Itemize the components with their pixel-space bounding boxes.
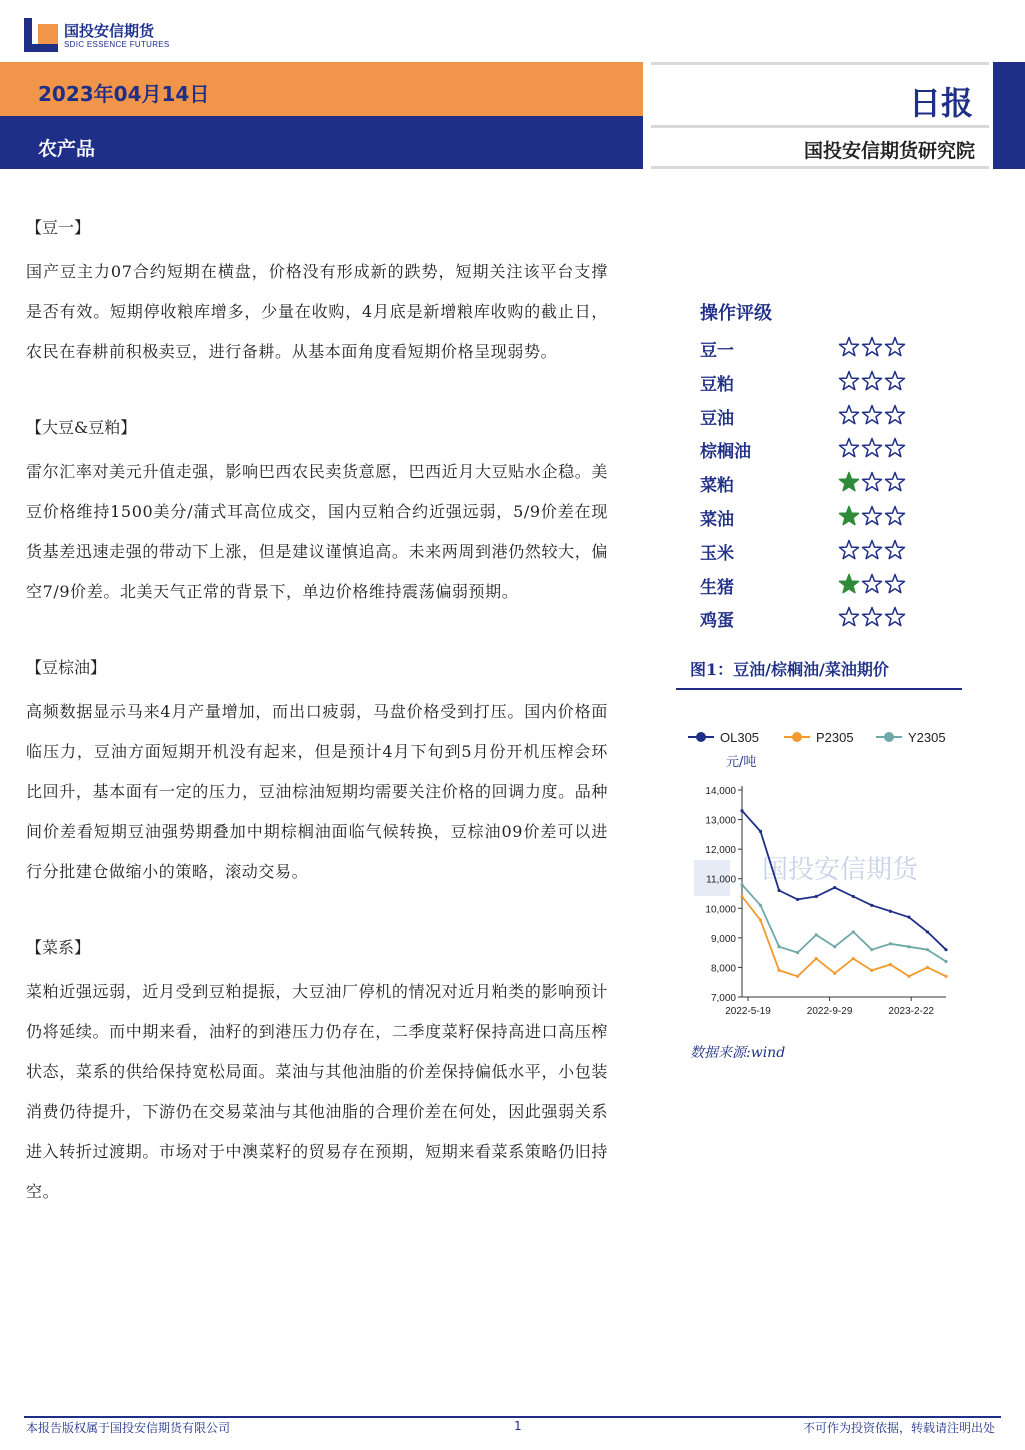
series-point [759,919,762,922]
y-tick-label: 7,000 [710,993,736,1004]
star-outline-icon [861,539,883,561]
star-outline-icon [861,573,883,595]
section-title: 【豆一】 [26,218,91,237]
rating-stars [838,336,907,358]
legend-swatch-marker [696,732,706,742]
header-edge-bar [993,62,1025,169]
series-point [852,957,855,960]
rating-item-name: 豆一 [700,341,734,361]
legend-label: OL305 [720,730,760,745]
star-outline-icon [884,539,906,561]
star-outline-icon [838,437,860,459]
series-point [889,942,892,945]
figure-title: 图1：豆油/棕榈油/菜油期价 [690,660,889,679]
star-outline-icon [861,404,883,426]
series-point [796,898,799,901]
watermark-text: 国投安信期货 [762,855,919,885]
section-title: 【豆棕油】 [26,658,107,677]
company-logo [24,16,204,56]
star-filled-icon [838,471,860,493]
price-chart [676,720,966,1030]
series-point [926,966,929,969]
legend-label: Y2305 [908,730,946,745]
rating-row [700,400,970,434]
section-title: 【菜系】 [26,938,91,957]
star-outline-icon [861,471,883,493]
rating-stars [838,573,907,595]
operation-rating [700,300,970,636]
rating-title: 操作评级 [700,303,772,324]
rating-stars [838,539,907,561]
rating-row [700,366,970,400]
rating-stars [838,606,907,628]
footer-copyright: 本报告版权属于国投安信期货有限公司 [26,1421,231,1435]
rating-item-name: 菜粕 [700,476,734,497]
star-outline-icon [884,606,906,628]
y-axis-unit: 元/吨 [726,755,757,770]
section-title: 【大豆&豆粕】 [26,418,137,437]
series-point [926,948,929,951]
series-point [777,889,780,892]
rating-stars [838,370,907,392]
footer-rule [24,1416,1001,1418]
series-point [889,910,892,913]
series-point [833,886,836,889]
header-divider [651,62,989,65]
legend-label: P2305 [816,730,854,745]
star-outline-icon [861,505,883,527]
rating-stars [838,404,907,426]
star-outline-icon [861,370,883,392]
series-point [907,975,910,978]
rating-item-name: 玉米 [700,543,734,564]
series-point [944,975,947,978]
rating-stars [838,471,907,493]
series-point [815,895,818,898]
series-point [907,916,910,919]
report-date: 2023年04月14日 [38,82,210,106]
rating-stars [838,505,907,527]
rating-item-name: 生猪 [700,577,734,598]
series-point [833,972,836,975]
star-outline-icon [838,606,860,628]
rating-row [700,433,970,467]
data-source: 数据来源:wind [690,1045,786,1061]
series-point [759,904,762,907]
rating-row [700,467,970,501]
star-outline-icon [838,370,860,392]
series-point [759,830,762,833]
y-tick-label: 8,000 [710,963,736,975]
rating-row [700,569,970,603]
rating-row [700,602,970,636]
y-tick-label: 13,000 [705,815,736,827]
series-point [740,809,743,812]
rating-row [700,501,970,535]
rating-item-name: 豆油 [700,408,734,429]
footer-disclaimer: 不可作为投资依据，转载请注明出处 [802,1421,995,1435]
series-point [815,957,818,960]
star-outline-icon [861,336,883,358]
rating-item-name: 菜油 [700,509,734,530]
star-filled-icon [838,505,860,527]
star-outline-icon [861,606,883,628]
series-point [796,951,799,954]
y-tick-label: 14,000 [705,786,736,797]
series-line [742,897,946,977]
star-outline-icon [838,539,860,561]
section-body: 菜粕近强远弱，近月受到豆粕提振，大豆油厂停机的情况对近月粕类的影响预计仍将延续。而中期来看，油籽的到港压力仍存在，二季度菜籽保持高进口高压榨状态，菜系的供给保持宽松局面。菜油与其他油脂的价差保持偏低水平，小包装消费仍待提升，下游仍在交易菜油与其他油脂的合理价差在何处，因此强弱关系进入转折过渡期。市场对于中澳菜籽的贸易存在预期，短期来看菜系策略仍旧持空。 [26,982,608,1201]
section-body: 高频数据显示马来4月产量增加，而出口疲弱，马盘价格受到打压。国内价格面临压力，豆油方面短期开机没有起来，但是预计4月下旬到5月份开机压榨会环比回升，基本面有一定的压力，豆油棕油短期均需要关注价格的回调力度。品种间价差看短期豆油强势期叠加中期棕榈油面临气候转换，豆棕油09价差可以进行分批建仓做缩小的策略，滚动交易。 [26,702,608,881]
star-outline-icon [884,336,906,358]
legend-swatch-marker [792,732,802,742]
series-point [796,975,799,978]
header-divider [651,166,989,169]
figure-title-rule [676,688,962,690]
series-point [833,945,836,948]
star-outline-icon [884,471,906,493]
series-point [740,883,743,886]
report-type: 日报 [908,84,973,122]
x-tick-label: 2022-9-29 [806,1006,853,1017]
series-point [944,948,947,951]
star-outline-icon [884,370,906,392]
x-tick-label: 2023-2-22 [888,1006,934,1017]
series-point [852,895,855,898]
rating-stars [838,437,907,459]
star-outline-icon [884,404,906,426]
series-point [815,933,818,936]
logo-text-cn: 国投安信期货 [64,22,155,40]
star-outline-icon [838,404,860,426]
rating-list [700,332,970,636]
y-tick-label: 9,000 [710,933,736,945]
star-outline-icon [884,573,906,595]
y-tick-label: 10,000 [705,904,736,916]
series-point [740,895,743,898]
legend-swatch-marker [884,732,894,742]
star-filled-icon [838,573,860,595]
logo-text-en: SDIC ESSENCE FUTURES [64,40,170,49]
section-body: 雷尔汇率对美元升值走强，影响巴西农民卖货意愿，巴西近月大豆贴水企稳。美豆价格维持1500美分/蒲式耳高位成交，国内豆粕合约近强远弱，5/9价差在现货基差迅速走强的带动下上涨，但是建议谨慎追高。未来两周到港仍然较大，偏空7/9价差。北美天气正常的背景下，单边价格维持震荡偏弱预期。 [26,462,608,601]
series-point [777,945,780,948]
page-number: 1 [514,1419,522,1433]
star-outline-icon [884,437,906,459]
rating-row [700,332,970,366]
series-point [852,930,855,933]
header-sector-band [0,116,643,169]
series-point [870,904,873,907]
price-chart-svg [676,720,966,1030]
star-outline-icon [884,505,906,527]
series-point [870,948,873,951]
star-outline-icon [861,437,883,459]
rating-row [700,535,970,569]
logo-mark-icon [24,18,58,52]
series-point [926,930,929,933]
series-point [870,969,873,972]
section-body: 国产豆主力07合约短期在横盘，价格没有形成新的跌势，短期关注该平台支撑是否有效。短期停收粮库增多，少量在收购，4月底是新增粮库收购的截止日，农民在春耕前积极卖豆，进行备耕。从基本面角度看短期价格呈现弱势。 [26,262,608,361]
rating-item-name: 豆粕 [700,374,734,395]
series-point [777,969,780,972]
header-divider [651,125,989,128]
rating-item-name: 鸡蛋 [700,611,734,632]
report-sector: 农产品 [38,138,96,160]
y-tick-label: 12,000 [705,845,736,857]
series-point [944,960,947,963]
star-outline-icon [838,336,860,358]
institute-name: 国投安信期货研究院 [803,140,975,162]
report-body [26,212,608,1212]
x-tick-label: 2022-5-19 [725,1006,771,1017]
series-point [889,963,892,966]
series-point [907,945,910,948]
rating-item-name: 棕榈油 [700,442,751,463]
y-tick-label: 11,000 [706,874,736,886]
